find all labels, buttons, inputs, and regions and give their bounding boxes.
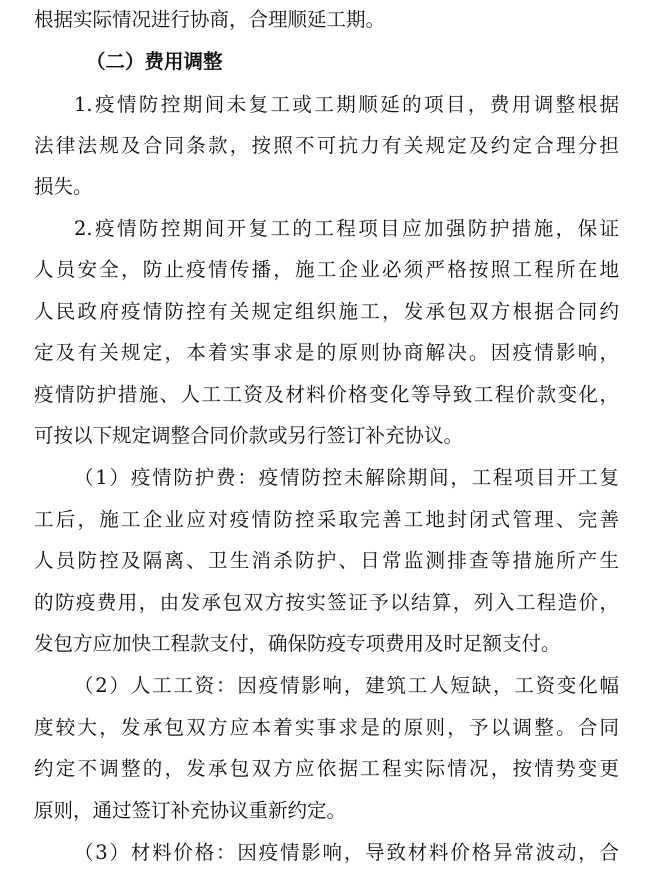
- text-line: （1）疫情防护费：疫情防控未解除期间，工程项目开工复: [74, 466, 619, 489]
- text-line: 原则，通过签订补充协议重新约定。: [34, 799, 347, 822]
- text-line: 发包方应加快工程款支付，确保防疫专项费用及时足额支付。: [34, 632, 561, 655]
- text-line: 2.疫情防控期间开复工的工程项目应加强防护措施，保证: [74, 217, 619, 240]
- section-heading: （二）费用调整: [86, 50, 223, 73]
- text-line: 的防疫费用，由发承包双方按实签证予以结算，列入工程造价，: [34, 591, 619, 614]
- text-line: 损失。: [34, 175, 93, 198]
- text-line: 1.疫情防控期间未复工或工期顺延的项目，费用调整根据: [74, 93, 619, 116]
- text-line: 定及有关规定，本着实事求是的原则协商解决。因疫情影响，: [34, 341, 619, 364]
- text-line: 法律法规及合同条款，按照不可抗力有关规定及约定合理分担: [34, 134, 619, 157]
- text-line: 疫情防护措施、人工工资及材料价格变化等导致工程价款变化，: [34, 383, 619, 406]
- text-line: 人员安全，防止疫情传播，施工企业必须严格按照工程所在地: [34, 258, 619, 281]
- text-line: 根据实际情况进行协商，合理顺延工期。: [34, 8, 386, 31]
- text-line: （3）材料价格：因疫情影响，导致材料价格异常波动，合: [74, 841, 619, 864]
- text-line: 可按以下规定调整合同价款或另行签订补充协议。: [34, 424, 464, 447]
- text-line: （2）人工工资：因疫情影响，建筑工人短缺，工资变化幅: [74, 674, 619, 697]
- text-line: 工后，施工企业应对疫情防控采取完善工地封闭式管理、完善: [34, 508, 619, 531]
- text-line: 人员防控及隔离、卫生消杀防护、日常监测排查等措施所产生: [34, 549, 619, 572]
- text-line: 人民政府疫情防控有关规定组织施工，发承包双方根据合同约: [34, 300, 619, 323]
- text-line: 约定不调整的，发承包双方应依据工程实际情况，按情势变更: [34, 757, 619, 780]
- text-line: 度较大，发承包双方应本着实事求是的原则，予以调整。合同: [34, 716, 619, 739]
